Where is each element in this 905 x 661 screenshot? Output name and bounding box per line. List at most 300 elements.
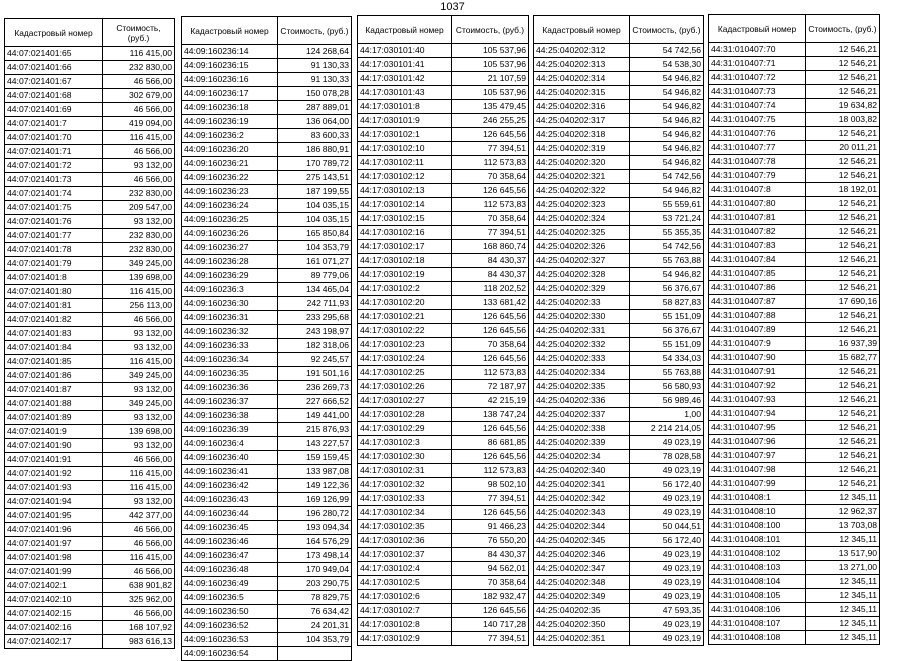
table-row	[709, 351, 880, 365]
table-row	[534, 72, 704, 86]
table-row	[358, 128, 529, 142]
cost-cell: 133 987,08	[278, 465, 352, 479]
cost-cell: 12 546,21	[806, 267, 880, 281]
cost-cell: 116 415,00	[103, 131, 175, 145]
cost-cell: 133 681,42	[452, 296, 529, 310]
cadastral-number-cell: 44:17:030102:17	[358, 240, 452, 254]
cadastral-number-cell: 44:25:040202:321	[534, 170, 630, 184]
cost-cell: 86 681,85	[452, 436, 529, 450]
table-row	[358, 72, 529, 86]
cadastral-number-cell: 44:17:030102:22	[358, 324, 452, 338]
table-row	[358, 212, 529, 226]
cost-cell: 56 376,67	[630, 282, 704, 296]
cadastral-number-cell: 44:31:010408:107	[709, 617, 806, 631]
table-row	[534, 338, 704, 352]
cadastral-number-cell: 44:07:021401:8	[5, 271, 103, 285]
table-row	[709, 113, 880, 127]
cadastral-number-cell: 44:17:030102:1	[358, 128, 452, 142]
cadastral-number-cell: 44:07:021401:87	[5, 383, 103, 397]
cost-cell: 54 946,82	[630, 86, 704, 100]
cost-cell: 116 415,00	[103, 467, 175, 481]
cost-cell: 46 566,00	[103, 523, 175, 537]
cost-cell: 24 201,31	[278, 619, 352, 633]
table-row	[534, 296, 704, 310]
cost-cell: 84 430,37	[452, 548, 529, 562]
cadastral-number-cell: 44:07:021401:7	[5, 117, 103, 131]
cadastral-number-cell: 44:31:010407:79	[709, 169, 806, 183]
cadastral-number-cell: 44:17:030102:24	[358, 352, 452, 366]
cadastral-number-cell: 44:07:021401:96	[5, 523, 103, 537]
cost-cell: 49 023,19	[630, 506, 704, 520]
cost-cell: 12 345,11	[806, 589, 880, 603]
cadastral-number-cell: 44:09:160236:19	[182, 115, 278, 129]
table-row	[182, 45, 352, 59]
cadastral-number-cell: 44:25:040202:348	[534, 576, 630, 590]
table-row	[182, 395, 352, 409]
table-row	[182, 479, 352, 493]
cadastral-number-cell: 44:09:160236:21	[182, 157, 278, 171]
cadastral-number-cell: 44:31:010407:84	[709, 253, 806, 267]
table-row	[709, 435, 880, 449]
cost-cell: 93 132,00	[103, 383, 175, 397]
cadastral-number-cell: 44:17:030102:20	[358, 296, 452, 310]
cadastral-number-cell: 44:25:040202:335	[534, 380, 630, 394]
cadastral-number-cell: 44:07:021401:79	[5, 257, 103, 271]
cost-cell: 12 546,21	[806, 421, 880, 435]
cadastral-number-cell: 44:09:160236:37	[182, 395, 278, 409]
cadastral-number-cell: 44:09:160236:46	[182, 535, 278, 549]
table-row	[5, 411, 175, 425]
cadastral-number-cell: 44:09:160236:54	[182, 647, 278, 661]
table-row	[534, 632, 704, 646]
cadastral-number-cell: 44:17:030102:4	[358, 562, 452, 576]
cost-cell: 89 779,06	[278, 269, 352, 283]
cost-cell: 70 358,64	[452, 212, 529, 226]
cadastral-number-cell: 44:25:040202:328	[534, 268, 630, 282]
table-row	[709, 449, 880, 463]
table-row	[534, 618, 704, 632]
cost-cell: 112 573,83	[452, 156, 529, 170]
table-row	[534, 534, 704, 548]
table-row	[358, 156, 529, 170]
table-row	[5, 551, 175, 565]
cadastral-number-cell: 44:07:021401:71	[5, 145, 103, 159]
cadastral-number-cell: 44:25:040202:340	[534, 464, 630, 478]
cost-cell: 193 094,34	[278, 521, 352, 535]
cost-cell: 49 023,19	[630, 436, 704, 450]
cost-cell: 12 546,21	[806, 393, 880, 407]
cadastral-number-cell: 44:07:021401:80	[5, 285, 103, 299]
table-row	[5, 243, 175, 257]
cost-cell: 126 645,56	[452, 604, 529, 618]
cost-cell: 104 353,79	[278, 241, 352, 255]
cost-cell: 104 035,15	[278, 213, 352, 227]
table-row	[358, 366, 529, 380]
cadastral-number-cell: 44:25:040202:337	[534, 408, 630, 422]
cost-cell: 349 245,00	[103, 397, 175, 411]
table-row	[5, 495, 175, 509]
cost-cell: 12 546,21	[806, 155, 880, 169]
cadastral-number-cell: 44:17:030102:21	[358, 310, 452, 324]
cost-cell: 55 355,35	[630, 226, 704, 240]
cadastral-number-cell: 44:31:010408:105	[709, 589, 806, 603]
cost-cell: 49 023,19	[630, 548, 704, 562]
cost-cell: 84 430,37	[452, 268, 529, 282]
cadastral-number-cell: 44:17:030101:42	[358, 72, 452, 86]
cadastral-number-cell: 44:25:040202:33	[534, 296, 630, 310]
cadastral-number-cell: 44:25:040202:351	[534, 632, 630, 646]
table-row	[534, 324, 704, 338]
table-row	[358, 492, 529, 506]
cost-cell: 93 132,00	[103, 495, 175, 509]
cost-cell: 55 763,88	[630, 254, 704, 268]
cadastral-number-cell: 44:09:160236:40	[182, 451, 278, 465]
cost-cell: 159 159,45	[278, 451, 352, 465]
cadastral-number-cell: 44:17:030102:2	[358, 282, 452, 296]
cadastral-number-cell: 44:07:021401:74	[5, 187, 103, 201]
table-row	[358, 632, 529, 646]
cost-cell: 116 415,00	[103, 47, 175, 61]
table-row	[182, 437, 352, 451]
table-row	[358, 436, 529, 450]
table-row	[182, 409, 352, 423]
cadastral-number-cell: 44:25:040202:317	[534, 114, 630, 128]
table-row	[5, 439, 175, 453]
cadastral-number-cell: 44:07:021401:65	[5, 47, 103, 61]
cost-cell: 140 717,28	[452, 618, 529, 632]
cost-cell: 116 415,00	[103, 355, 175, 369]
cost-cell: 70 358,64	[452, 576, 529, 590]
cadastral-number-cell: 44:25:040202:315	[534, 86, 630, 100]
table-row	[534, 86, 704, 100]
table-row	[5, 89, 175, 103]
cost-cell: 173 498,14	[278, 549, 352, 563]
cost-cell: 2 214 214,05	[630, 422, 704, 436]
cadastral-number-cell: 44:07:021401:89	[5, 411, 103, 425]
cadastral-number-cell: 44:31:010407:92	[709, 379, 806, 393]
cadastral-number-cell: 44:09:160236:38	[182, 409, 278, 423]
cadastral-number-cell: 44:31:010408:100	[709, 519, 806, 533]
cadastral-number-cell: 44:07:021401:94	[5, 495, 103, 509]
cadastral-number-cell: 44:09:160236:20	[182, 143, 278, 157]
table-row	[358, 520, 529, 534]
table-row	[182, 577, 352, 591]
cost-cell: 93 132,00	[103, 439, 175, 453]
cadastral-number-cell: 44:07:021401:99	[5, 565, 103, 579]
cost-cell: 170 789,72	[278, 157, 352, 171]
table-row	[5, 593, 175, 607]
table-row	[358, 170, 529, 184]
cost-cell: 46 566,00	[103, 607, 175, 621]
cadastral-number-cell: 44:07:021401:95	[5, 509, 103, 523]
header-cost: Стоимость, (руб.)	[278, 17, 352, 45]
cost-cell: 287 889,01	[278, 101, 352, 115]
cadastral-number-cell: 44:25:040202:312	[534, 44, 630, 58]
cost-cell: 12 345,11	[806, 491, 880, 505]
table-row	[709, 211, 880, 225]
table-row	[182, 283, 352, 297]
cost-cell: 104 035,15	[278, 199, 352, 213]
table-row	[358, 576, 529, 590]
table-row	[182, 619, 352, 633]
cost-cell: 112 573,83	[452, 198, 529, 212]
cost-cell: 54 946,82	[630, 268, 704, 282]
cadastral-number-cell: 44:17:030102:26	[358, 380, 452, 394]
table-row	[5, 369, 175, 383]
cost-cell: 46 566,00	[103, 313, 175, 327]
table-row	[358, 506, 529, 520]
table-row	[182, 241, 352, 255]
cadastral-number-cell: 44:31:010407:83	[709, 239, 806, 253]
cost-cell: 182 932,47	[452, 590, 529, 604]
cadastral-number-cell: 44:31:010408:106	[709, 603, 806, 617]
cost-cell: 275 143,51	[278, 171, 352, 185]
cadastral-number-cell: 44:17:030101:43	[358, 86, 452, 100]
cadastral-number-cell: 44:31:010408:104	[709, 575, 806, 589]
cadastral-number-cell: 44:07:021401:93	[5, 481, 103, 495]
cost-cell: 168 860,74	[452, 240, 529, 254]
cost-cell: 302 679,00	[103, 89, 175, 103]
cadastral-number-cell: 44:17:030102:7	[358, 604, 452, 618]
cost-cell: 442 377,00	[103, 509, 175, 523]
cost-cell: 126 645,56	[452, 184, 529, 198]
cost-cell: 164 576,29	[278, 535, 352, 549]
table-row	[709, 491, 880, 505]
cadastral-number-cell: 44:07:021401:83	[5, 327, 103, 341]
cost-cell: 54 742,56	[630, 170, 704, 184]
cost-cell: 46 566,00	[103, 565, 175, 579]
cost-cell: 135 479,45	[452, 100, 529, 114]
table-row	[534, 366, 704, 380]
cadastral-number-cell: 44:17:030102:37	[358, 548, 452, 562]
table-row	[182, 297, 352, 311]
table-row	[534, 450, 704, 464]
cost-cell: 126 645,56	[452, 450, 529, 464]
cost-cell: 203 290,75	[278, 577, 352, 591]
cost-cell: 168 107,92	[103, 621, 175, 635]
table-row	[358, 44, 529, 58]
table-row	[5, 299, 175, 313]
cadastral-number-cell: 44:07:021401:72	[5, 159, 103, 173]
table-row	[5, 187, 175, 201]
table-row	[534, 576, 704, 590]
table-row	[534, 254, 704, 268]
cadastral-number-cell: 44:31:010407:98	[709, 463, 806, 477]
cadastral-number-cell: 44:07:021401:91	[5, 453, 103, 467]
table-row	[182, 185, 352, 199]
table-row	[709, 323, 880, 337]
cost-cell: 93 132,00	[103, 341, 175, 355]
table-row	[534, 520, 704, 534]
cadastral-number-cell: 44:07:021401:9	[5, 425, 103, 439]
cost-cell: 12 962,37	[806, 505, 880, 519]
cost-cell: 112 573,83	[452, 464, 529, 478]
table-row	[534, 128, 704, 142]
cost-cell: 242 711,93	[278, 297, 352, 311]
table-row	[5, 607, 175, 621]
table-row	[5, 271, 175, 285]
cost-cell: 76 634,42	[278, 605, 352, 619]
cadastral-number-cell: 44:09:160236:2	[182, 129, 278, 143]
cadastral-number-cell: 44:31:010408:10	[709, 505, 806, 519]
table-row	[182, 647, 352, 661]
cadastral-number-cell: 44:09:160236:32	[182, 325, 278, 339]
cadastral-number-cell: 44:25:040202:34	[534, 450, 630, 464]
cadastral-number-cell: 44:25:040202:314	[534, 72, 630, 86]
table-row	[182, 423, 352, 437]
table-row	[182, 563, 352, 577]
cadastral-number-cell: 44:31:010407:77	[709, 141, 806, 155]
table-row	[358, 86, 529, 100]
table-row	[182, 367, 352, 381]
cadastral-number-cell: 44:09:160236:23	[182, 185, 278, 199]
cadastral-number-cell: 44:25:040202:339	[534, 436, 630, 450]
cadastral-number-cell: 44:25:040202:343	[534, 506, 630, 520]
cost-cell: 12 546,21	[806, 323, 880, 337]
cadastral-number-cell: 44:07:021401:97	[5, 537, 103, 551]
table-row	[709, 463, 880, 477]
cadastral-number-cell: 44:17:030102:12	[358, 170, 452, 184]
cost-cell: 16 937,39	[806, 337, 880, 351]
cost-cell: 12 546,21	[806, 197, 880, 211]
cadastral-number-cell: 44:31:010407:8	[709, 183, 806, 197]
cadastral-number-cell: 44:31:010407:72	[709, 71, 806, 85]
cost-cell: 12 546,21	[806, 239, 880, 253]
cost-cell: 49 023,19	[630, 492, 704, 506]
table-row	[709, 421, 880, 435]
table-row	[534, 114, 704, 128]
table-row	[709, 127, 880, 141]
cost-cell: 124 268,64	[278, 45, 352, 59]
cost-cell: 93 132,00	[103, 159, 175, 173]
table-row	[5, 201, 175, 215]
cost-cell: 12 546,21	[806, 43, 880, 57]
cost-cell: 77 394,51	[452, 492, 529, 506]
cost-cell: 105 537,96	[452, 58, 529, 72]
header-cost: Стоимость, (руб.)	[806, 15, 880, 43]
cadastral-number-cell: 44:09:160236:42	[182, 479, 278, 493]
table-row	[709, 393, 880, 407]
cadastral-number-cell: 44:31:010407:88	[709, 309, 806, 323]
cost-cell: 126 645,56	[452, 128, 529, 142]
header-cost: Стоимость, (руб.)	[452, 16, 529, 44]
cadastral-number-cell: 44:09:160236:16	[182, 73, 278, 87]
cost-cell: 126 645,56	[452, 422, 529, 436]
cost-cell: 134 465,04	[278, 283, 352, 297]
table-row	[709, 547, 880, 561]
table-row	[709, 183, 880, 197]
cadastral-number-cell: 44:09:160236:29	[182, 269, 278, 283]
cost-cell: 77 394,51	[452, 142, 529, 156]
cadastral-number-cell: 44:17:030102:27	[358, 394, 452, 408]
table-row	[5, 537, 175, 551]
cadastral-number-cell: 44:25:040202:320	[534, 156, 630, 170]
cost-cell: 20 011,21	[806, 141, 880, 155]
table-row	[709, 169, 880, 183]
cadastral-number-cell: 44:17:030102:29	[358, 422, 452, 436]
cadastral-number-cell: 44:17:030102:30	[358, 450, 452, 464]
cost-cell: 325 962,00	[103, 593, 175, 607]
table-row	[534, 548, 704, 562]
table-row	[534, 562, 704, 576]
table-row	[182, 101, 352, 115]
cadastral-number-cell: 44:09:160236:35	[182, 367, 278, 381]
header-cadastral-number: Кадастровый номер	[5, 19, 103, 47]
table-row	[182, 591, 352, 605]
cadastral-number-cell: 44:25:040202:333	[534, 352, 630, 366]
cost-cell: 139 698,00	[103, 425, 175, 439]
cost-cell: 13 703,08	[806, 519, 880, 533]
table-row	[358, 226, 529, 240]
table-row	[5, 341, 175, 355]
table-row	[5, 397, 175, 411]
cadastral-number-cell: 44:31:010408:1	[709, 491, 806, 505]
cadastral-number-cell: 44:31:010407:9	[709, 337, 806, 351]
cadastral-number-cell: 44:17:030102:5	[358, 576, 452, 590]
cadastral-number-cell: 44:07:021401:84	[5, 341, 103, 355]
table-row	[709, 337, 880, 351]
cost-cell: 54 334,03	[630, 352, 704, 366]
cadastral-number-cell: 44:07:021401:67	[5, 75, 103, 89]
cadastral-number-cell: 44:17:030102:32	[358, 478, 452, 492]
cost-cell: 92 245,57	[278, 353, 352, 367]
table-row	[358, 604, 529, 618]
table-row	[182, 549, 352, 563]
table-row	[534, 492, 704, 506]
cost-cell: 165 850,84	[278, 227, 352, 241]
cost-cell: 49 023,19	[630, 618, 704, 632]
cadastral-number-cell: 44:31:010407:71	[709, 57, 806, 71]
cadastral-number-cell: 44:09:160236:18	[182, 101, 278, 115]
cost-cell: 54 946,82	[630, 114, 704, 128]
cadastral-number-cell: 44:31:010407:97	[709, 449, 806, 463]
cadastral-number-cell: 44:09:160236:14	[182, 45, 278, 59]
table-row	[534, 184, 704, 198]
cadastral-number-cell: 44:17:030102:31	[358, 464, 452, 478]
cadastral-number-cell: 44:25:040202:319	[534, 142, 630, 156]
table-row	[709, 85, 880, 99]
cadastral-number-cell: 44:17:030102:3	[358, 436, 452, 450]
table-row	[358, 422, 529, 436]
cost-cell: 49 023,19	[630, 590, 704, 604]
table-row	[358, 478, 529, 492]
cost-cell: 91 130,33	[278, 59, 352, 73]
cadastral-number-cell: 44:25:040202:342	[534, 492, 630, 506]
table-row	[182, 493, 352, 507]
cost-cell: 215 876,93	[278, 423, 352, 437]
cadastral-number-cell: 44:17:030102:11	[358, 156, 452, 170]
table-row	[5, 131, 175, 145]
cadastral-number-cell: 44:07:021402:16	[5, 621, 103, 635]
cadastral-number-cell: 44:25:040202:323	[534, 198, 630, 212]
page-number: 1037	[440, 1, 465, 13]
cost-cell: 98 502,10	[452, 478, 529, 492]
cost-cell: 91 130,33	[278, 73, 352, 87]
table-row	[534, 268, 704, 282]
cost-cell: 54 946,82	[630, 72, 704, 86]
cadastral-number-cell: 44:07:021402:17	[5, 635, 103, 649]
cost-cell: 116 415,00	[103, 551, 175, 565]
cost-cell: 13 271,00	[806, 561, 880, 575]
cost-cell: 12 546,21	[806, 449, 880, 463]
cost-cell: 349 245,00	[103, 369, 175, 383]
table-row	[5, 61, 175, 75]
cost-cell: 12 345,11	[806, 631, 880, 645]
cost-cell: 55 151,09	[630, 338, 704, 352]
table-row	[5, 579, 175, 593]
table-row	[534, 506, 704, 520]
cadastral-number-cell: 44:07:021401:75	[5, 201, 103, 215]
